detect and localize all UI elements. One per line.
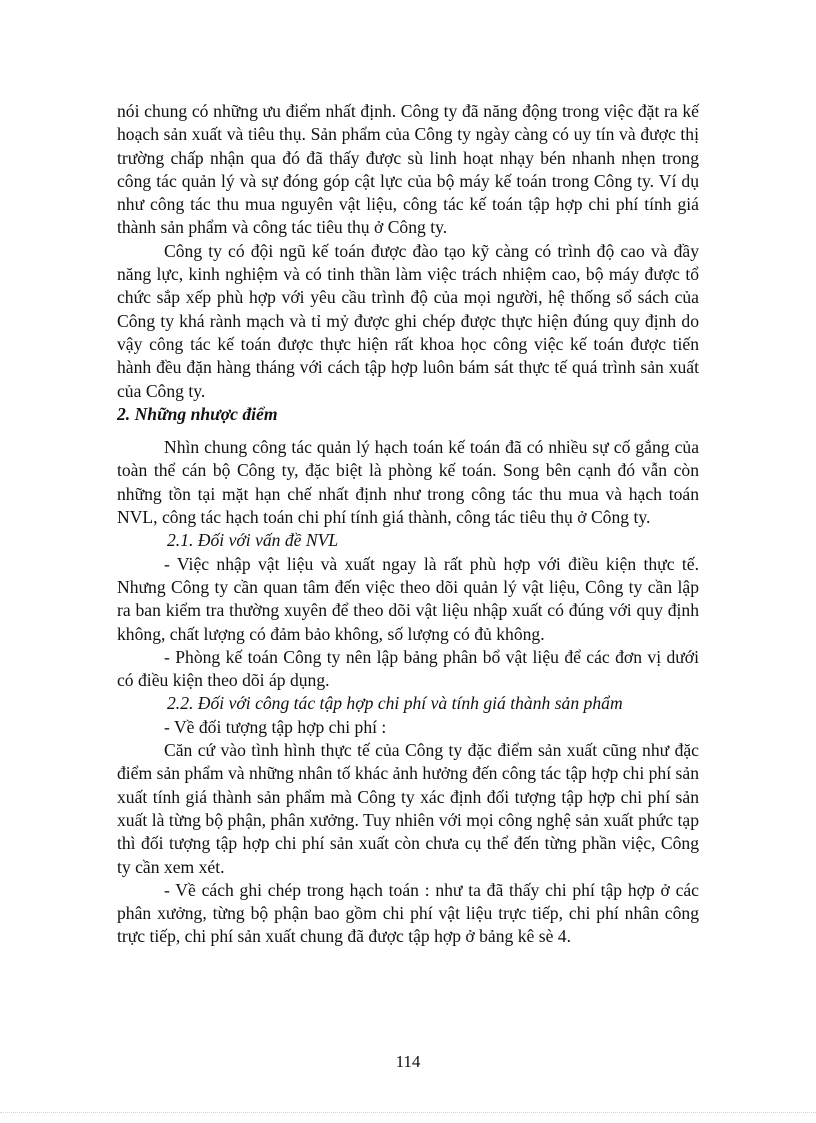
paragraph-continuation: nói chung có những ưu điểm nhất định. Công ty đã năng động trong việc đặt ra kế hoạch sản xuất và tiêu thụ. Sản phẩm của Công ty ngày càng có uy tín và được thị trường chấp nhận qua đó đã thấy được sù linh hoạt nhạy bén nhanh nhẹn trong công tác quản lý và sự đóng góp cật lực của bộ máy kế toán trong Công ty. Ví dụ như công tác thu mua nguyên vật liệu, công tác kế toán tập hợp chi phí tính giá thành sản phẩm và công tác tiêu thụ ở Công ty. xyxy=(117,101,699,238)
subheading-costing: 2.2. Đối với công tác tập hợp chi phí và tính giá thành sản phẩm xyxy=(167,693,623,714)
subheading-materials: 2.1. Đối với vấn đề NVL xyxy=(167,530,339,551)
paragraph-materials-allocation: - Phòng kế toán Công ty nên lập bảng phân bổ vật liệu để các đơn vị dưới có điều kiện theo dõi áp dụng. xyxy=(117,646,699,691)
paragraph-overview-weaknesses: Nhìn chung công tác quản lý hạch toán kế toán đã có nhiều sự cố gắng của toàn thể cán bộ Công ty, đặc biệt là phòng kế toán. Song bên cạnh đó vẫn còn những tồn tại mặt hạn chế nhất định như trong công tác thu mua và hạch toán NVL, công tác hạch toán chi phí tính giá thành, công tác tiêu thụ ở Công ty. xyxy=(117,437,699,528)
page-bottom-divider xyxy=(0,1112,816,1113)
paragraph-cost-object-detail: Căn cứ vào tình hình thực tế của Công ty đặc điểm sản xuất cũng như đặc điểm sản phẩm và những nhân tố khác ảnh hưởng đến công tác tập hợp chi phí sản xuất tính giá thành sản phẩm mà Công ty xác định đối tượng tập hợp chi phí sản xuất là từng bộ phận, phân xưởng. Tuy nhiên với mọi công nghệ sản xuất phức tạp thì đối tượng tập hợp chi phí sản xuất còn chưa cụ thể đến từng phần việc, Công ty cần xem xét. xyxy=(117,740,699,877)
paragraph-recording-method: - Về cách ghi chép trong hạch toán : như ta đã thấy chi phí tập hợp ở các phân xưởng, từng bộ phận bao gồm chi phí vật liệu trực tiếp, chi phí nhân công trực tiếp, chi phí sản xuất chung đã được tập hợp ở bảng kê sè 4. xyxy=(117,879,699,947)
document-body xyxy=(117,100,699,949)
paragraph-materials-control: - Việc nhập vật liệu và xuất ngay là rất phù hợp với điều kiện thực tế. Nhưng Công ty cần quan tâm đến việc theo dõi quản lý vật liệu, Công ty cần lập ra ban kiểm tra thường xuyên để theo dõi vật liệu nhập xuất có đúng với quy định không, chất lượng có đảm bảo không, số lượng có đủ không. xyxy=(117,553,699,644)
paragraph-cost-object-label: - Về đối tượng tập hợp chi phí : xyxy=(164,716,387,737)
paragraph-accounting-team: Công ty có đội ngũ kế toán được đào tạo kỹ càng có trình độ cao và đầy năng lực, kinh nghiệm và có tinh thần làm việc trách nhiệm cao, bộ máy được tổ chức sắp xếp phù hợp với yêu cầu trình độ của mọi người, hệ thống sổ sách của Công ty khá rành mạch và tỉ mỷ được ghi chép được thực hiện đúng quy định do vậy công tác kế toán được thực hiện rất khoa học công việc kế toán được tiến hành đều đặn hàng tháng với cách tập hợp luôn bám sát thực tế quá trình sản xuất của Công ty. xyxy=(117,240,699,401)
section-heading: 2. Những nhược điểm xyxy=(117,403,278,424)
page-number: 114 xyxy=(395,1052,421,1071)
